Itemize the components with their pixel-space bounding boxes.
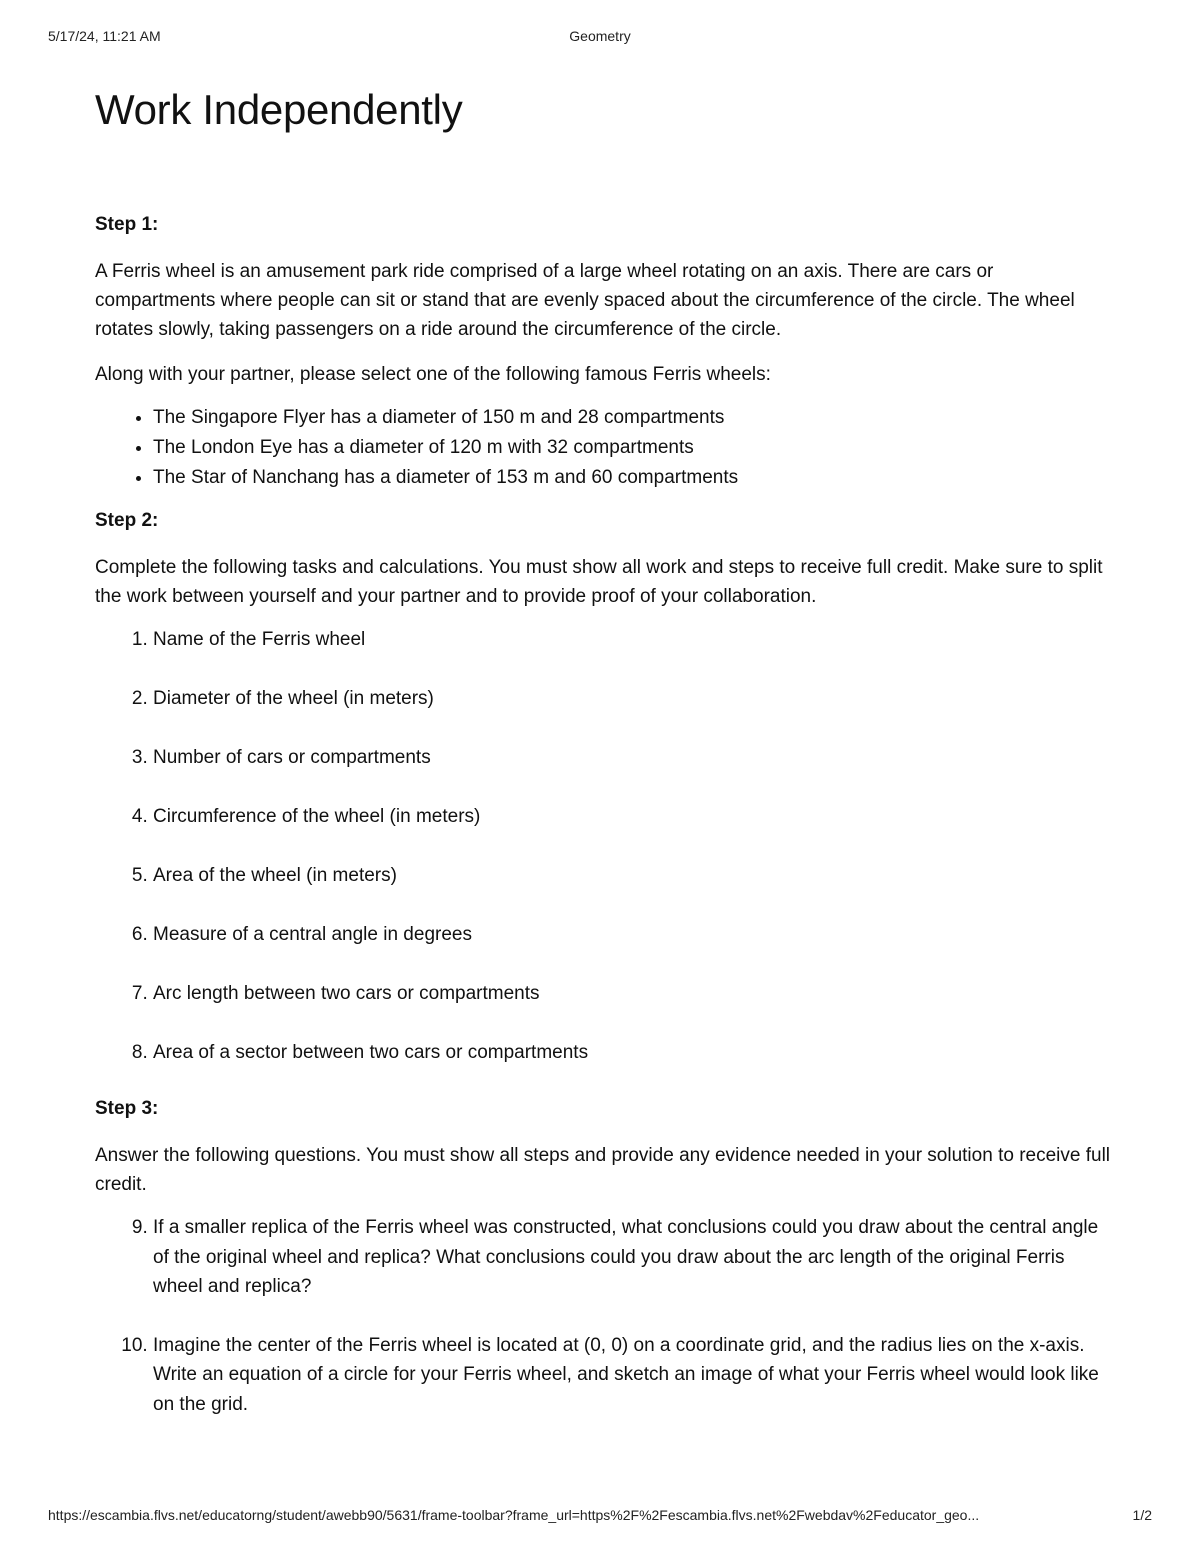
list-item: 5. Area of the wheel (in meters)	[153, 861, 1110, 920]
list-item: 7. Arc length between two cars or compartments	[153, 979, 1110, 1038]
list-item: • The London Eye has a diameter of 120 m with 32 compartments	[153, 433, 1110, 463]
list-item: • The Star of Nanchang has a diameter of 153 m and 60 compartments	[153, 463, 1110, 493]
list-item: 9. If a smaller replica of the Ferris wheel was constructed, what conclusions could you draw about the central angle of the original wheel and replica? What conclusions could you draw about the arc length of the original Ferris wheel and replica?	[153, 1213, 1110, 1302]
page-title: Work Independently	[95, 86, 463, 133]
step1-intro: Along with your partner, please select one of the following famous Ferris wheels:	[95, 364, 771, 385]
ferris-wheel-list	[95, 403, 1110, 493]
list-item: 2. Diameter of the wheel (in meters)	[153, 684, 1110, 743]
task-list	[95, 625, 1110, 1097]
question-list	[95, 1213, 1110, 1419]
step3-paragraph: Answer the following questions. You must show all steps and provide any evidence needed in your solution to receive full credit.	[95, 1145, 1111, 1195]
print-header	[48, 28, 1152, 48]
print-datetime: 5/17/24, 11:21 AM	[48, 28, 161, 44]
list-item: 6. Measure of a central angle in degrees	[153, 920, 1110, 979]
list-item: 10. Imagine the center of the Ferris wheel is located at (0, 0) on a coordinate grid, and the radius lies on the x-axis. Write an equation of a circle for your Ferris wheel, and sketch an image of what your Ferris wheel would look like on the grid.	[153, 1331, 1110, 1420]
list-item: 4. Circumference of the wheel (in meters)	[153, 802, 1110, 861]
step1-heading: Step 1:	[95, 214, 159, 235]
step2-heading: Step 2:	[95, 510, 159, 531]
print-url: https://escambia.flvs.net/educatorng/student/awebb90/5631/frame-toolbar?frame_url=https%2F%2Fescambia.flvs.net%2Fwebdav%2Feducator_geo...	[48, 1507, 980, 1523]
step3-heading: Step 3:	[95, 1098, 159, 1119]
step1-paragraph: A Ferris wheel is an amusement park ride comprised of a large wheel rotating on an axis. There are cars or compartments where people can sit or stand that are evenly spaced about the circumference of the circle. The wheel rotates slowly, taking passengers on a ride around the circumference of the circle.	[95, 261, 1075, 340]
print-footer	[48, 1507, 1152, 1527]
document-content	[95, 84, 1110, 1448]
list-item: • The Singapore Flyer has a diameter of 150 m and 28 compartments	[153, 403, 1110, 433]
step2-paragraph: Complete the following tasks and calculations. You must show all work and steps to receive full credit. Make sure to split the work between yourself and your partner and to provide proof of your collaboration.	[95, 557, 1103, 607]
page-number: 1/2	[1132, 1507, 1152, 1523]
list-item: 1. Name of the Ferris wheel	[153, 625, 1110, 684]
list-item: 3. Number of cars or compartments	[153, 743, 1110, 802]
print-document-title: Geometry	[569, 28, 631, 44]
list-item: 8. Area of a sector between two cars or compartments	[153, 1038, 1110, 1097]
